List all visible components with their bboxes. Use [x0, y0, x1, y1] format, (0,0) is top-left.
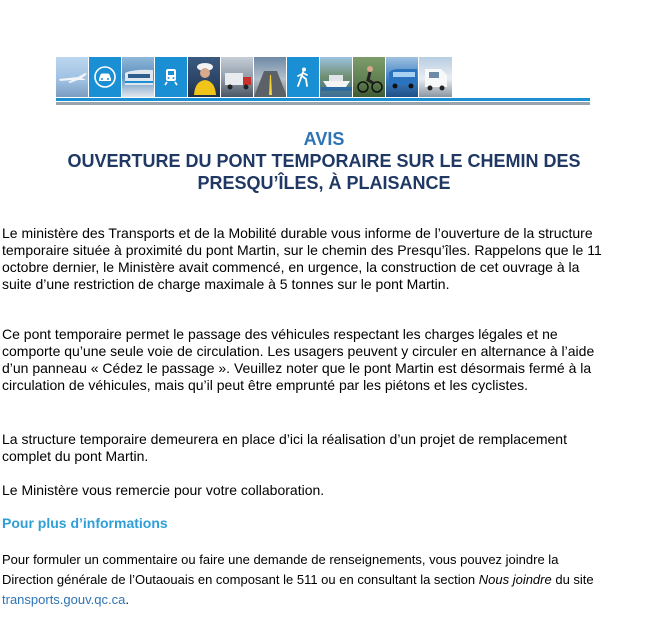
worker-photo-tile	[188, 57, 221, 97]
ferry-icon	[321, 65, 352, 91]
contact-text-end: .	[125, 592, 129, 607]
title-line-2: OUVERTURE DU PONT TEMPORAIRE SUR LE CHEMIN DES	[67, 151, 581, 171]
bus-icon	[387, 67, 418, 91]
cyclist-icon	[355, 63, 385, 95]
truck-icon	[223, 69, 253, 91]
website-link[interactable]: transports.gouv.qc.ca	[2, 592, 126, 607]
paragraph-4: Le Ministère vous remercie pour votre collaboration.	[2, 482, 325, 498]
semi-truck-photo-tile	[419, 57, 452, 97]
train-photo-icon	[123, 67, 154, 89]
notice-title	[0, 128, 648, 194]
car-icon	[94, 66, 116, 88]
header-banner	[56, 57, 590, 97]
banner-rule-grey	[56, 102, 590, 105]
title-line-3: PRESQU’ÎLES, À PLAISANCE	[197, 173, 451, 193]
cyclist-photo-tile	[353, 57, 386, 97]
road-photo-tile	[254, 57, 287, 97]
pedestrian-icon-tile	[287, 57, 320, 97]
train-icon	[160, 66, 182, 88]
paragraph-2: Ce pont temporaire permet le passage des véhicules respectant les charges légales et ne comporte qu’une seule voie de circulation. Les usagers peuvent y circuler en alternance à l’aide d’un panneau « Cédez le passage ». Veuillez noter que le pont Martin est désormais fermé à la circulation de véhicules, mais qu’il peut être emprunté par les piétons et les cyclistes.	[2, 326, 595, 393]
contact-text-1: Pour formuler un commentaire ou faire une demande de renseignements, vous pouvez joindre la Direction générale de l’Outaouais en composant le 511 ou en consultant la section	[2, 552, 559, 587]
ferry-photo-tile	[320, 57, 353, 97]
semi-truck-icon	[421, 63, 451, 93]
pedestrian-icon	[292, 66, 314, 88]
paragraph-1: Le ministère des Transports et de la Mobilité durable vous informe de l’ouverture de la structure temporaire située à proximité du pont Martin, sur le chemin des Presqu’îles. Rappelons que le 11 octobre dernier, le Ministère avait commencé, en urgence, la construction de cet ouvrage à la suite d’une restriction de charge maximale à 5 tonnes sur le pont Martin.	[2, 225, 602, 292]
train-photo-tile	[122, 57, 155, 97]
contact-paragraph	[2, 550, 612, 610]
airplane-photo-tile	[56, 57, 89, 97]
contact-section-name: Nous joindre	[478, 572, 552, 587]
info-heading: Pour plus d’informations	[2, 515, 168, 531]
title-avis: AVIS	[303, 129, 345, 149]
train-icon-tile	[155, 57, 188, 97]
contact-text-2: du site	[551, 572, 594, 587]
road-icon	[254, 71, 287, 97]
worker-icon	[192, 61, 218, 95]
banner-rule-blue	[56, 98, 590, 101]
airplane-icon	[58, 69, 88, 85]
truck-photo-tile	[221, 57, 254, 97]
bus-photo-tile	[386, 57, 419, 97]
car-icon-tile	[89, 57, 122, 97]
paragraph-3: La structure temporaire demeurera en place d’ici la réalisation d’un projet de remplacement complet du pont Martin.	[2, 431, 567, 464]
